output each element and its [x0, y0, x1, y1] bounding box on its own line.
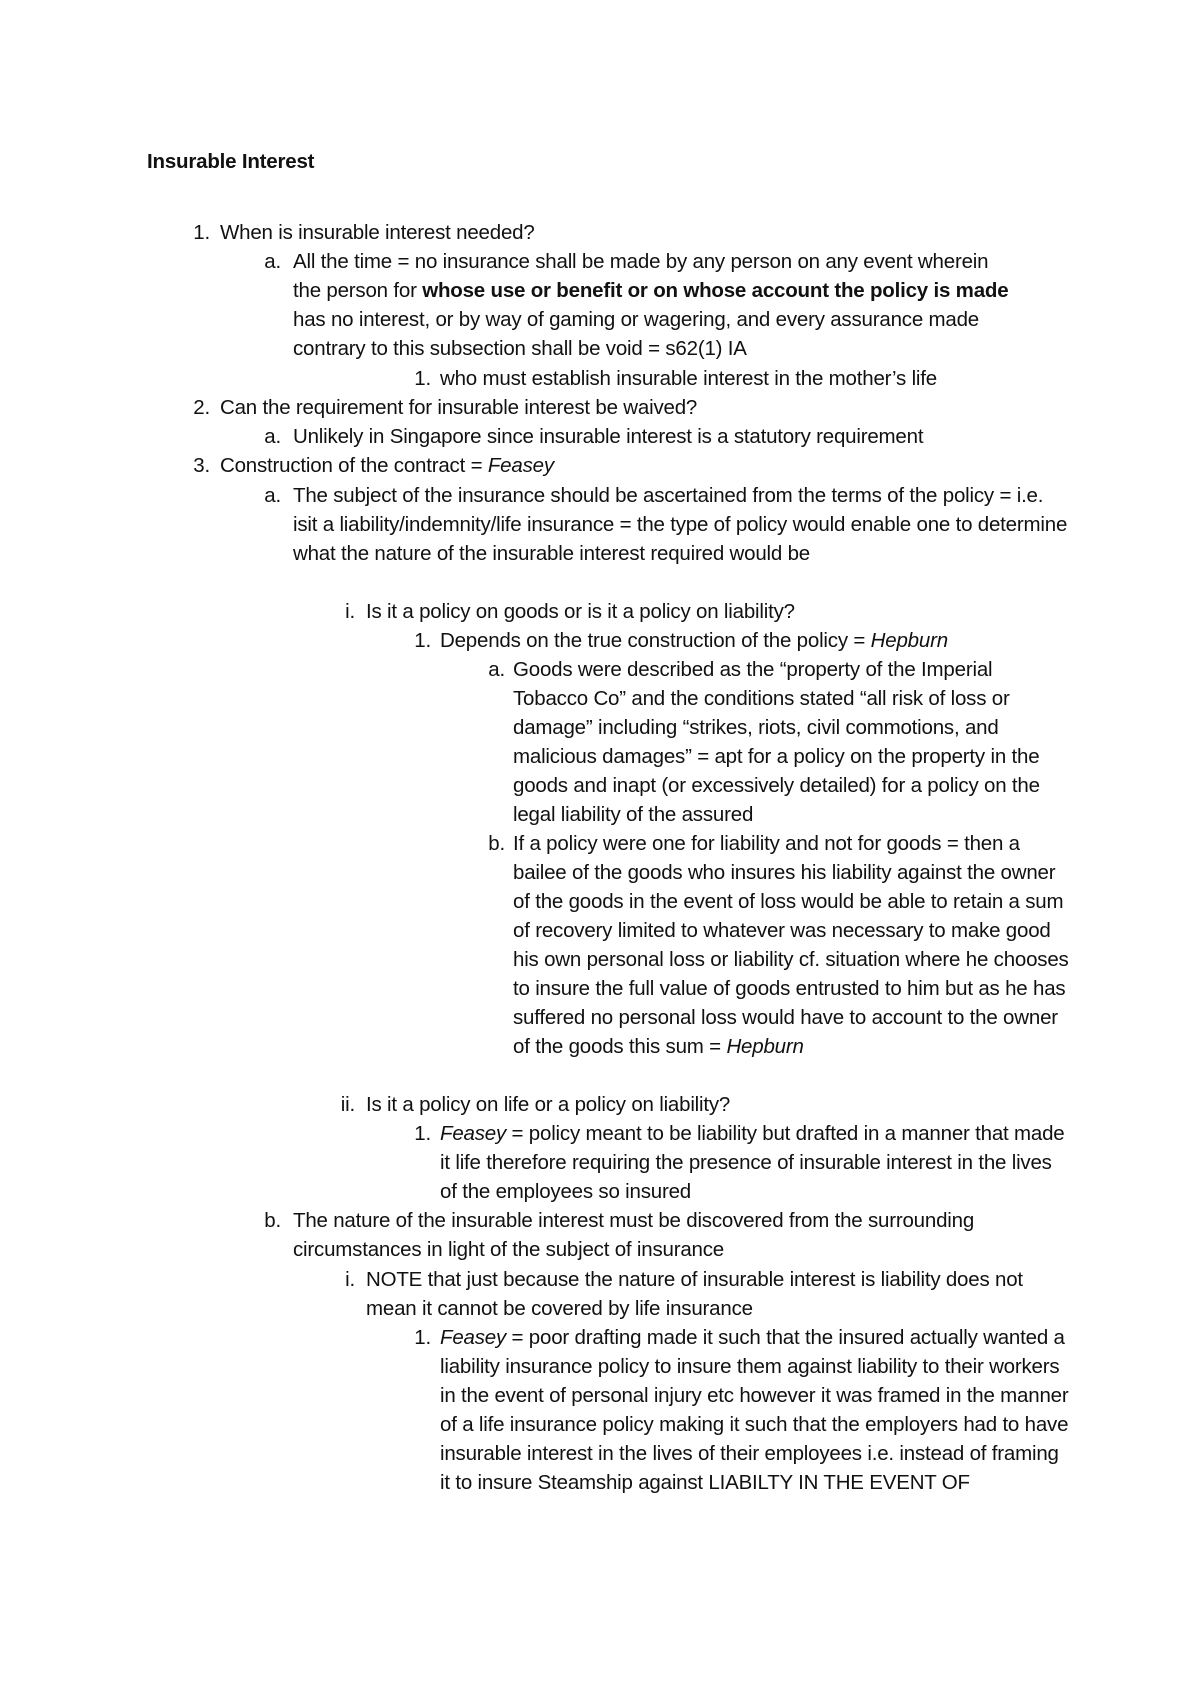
list-item-line: Goods were described as the “property of the Imperial	[513, 658, 993, 681]
list-marker: i.	[345, 600, 355, 623]
list-item-line: of the goods this sum = Hepburn	[513, 1035, 804, 1058]
list-marker: 1.	[414, 367, 431, 390]
list-item-line: contrary to this subsection shall be void = s62(1) IA	[293, 337, 747, 360]
list-item-line: of a life insurance policy making it such that the employers had to have	[440, 1413, 1069, 1436]
list-item-line: Is it a policy on life or a policy on liability?	[366, 1093, 731, 1116]
list-item-line: has no interest, or by way of gaming or wagering, and every assurance made	[293, 308, 979, 331]
list-marker: 1.	[414, 629, 431, 652]
list-item-line: of the goods in the event of loss would be able to retain a sum	[513, 890, 1064, 913]
case-name: Feasey	[440, 1122, 507, 1145]
list-item-line: to insure the full value of goods entrusted to him but as he has	[513, 977, 1066, 1000]
list-item-line: bailee of the goods who insures his liability against the owner	[513, 861, 1056, 884]
list-marker: 3.	[193, 454, 210, 477]
list-item-line: liability insurance policy to insure them against liability to their workers	[440, 1355, 1060, 1378]
list-item-line: legal liability of the assured	[513, 803, 754, 826]
list-item-line: Can the requirement for insurable interest be waived?	[220, 396, 698, 419]
list-item-line: All the time = no insurance shall be made by any person on any event wherein	[293, 250, 989, 273]
list-item-line: If a policy were one for liability and not for goods = then a	[513, 832, 1020, 855]
case-name: Feasey	[487, 454, 554, 477]
case-name: Hepburn	[870, 629, 948, 652]
list-item-line: damage” including “strikes, riots, civil commotions, and	[513, 716, 999, 739]
list-item-line: The subject of the insurance should be ascertained from the terms of the policy = i.e.	[293, 484, 1044, 507]
list-marker: a.	[264, 425, 281, 448]
list-item-line: it life therefore requiring the presence of insurable interest in the lives	[440, 1151, 1052, 1174]
list-item-line: Tobacco Co” and the conditions stated “all risk of loss or	[513, 687, 1010, 710]
list-item-line: Construction of the contract = Feasey	[220, 454, 554, 477]
list-item-line: When is insurable interest needed?	[220, 221, 535, 244]
list-item-line: in the event of personal injury etc however it was framed in the manner	[440, 1384, 1069, 1407]
page-title: Insurable Interest	[147, 150, 315, 173]
list-marker: b.	[264, 1209, 281, 1232]
list-marker: 1.	[414, 1326, 431, 1349]
list-item-line: Feasey = policy meant to be liability but drafted in a manner that made	[440, 1122, 1065, 1145]
list-item-line: Is it a policy on goods or is it a policy on liability?	[366, 600, 795, 623]
list-item-line: Feasey = poor drafting made it such that the insured actually wanted a	[440, 1326, 1065, 1349]
list-marker: 1.	[193, 221, 210, 244]
list-item-line: circumstances in light of the subject of insurance	[293, 1238, 724, 1261]
list-item-line: Depends on the true construction of the policy = Hepburn	[440, 629, 948, 652]
list-item-line: it to insure Steamship against LIABILTY IN THE EVENT OF	[440, 1471, 970, 1494]
list-item-line: NOTE that just because the nature of insurable interest is liability does not	[366, 1268, 1023, 1291]
list-item-line: malicious damages” = apt for a policy on the property in the	[513, 745, 1040, 768]
list-item-line: goods and inapt (or excessively detailed) for a policy on the	[513, 774, 1040, 797]
list-marker: 1.	[414, 1122, 431, 1145]
list-marker: i.	[345, 1268, 355, 1291]
list-marker: a.	[488, 658, 505, 681]
case-name: Feasey	[440, 1326, 507, 1349]
list-item-line: who must establish insurable interest in the mother’s life	[440, 367, 937, 390]
case-name: Hepburn	[726, 1035, 804, 1058]
list-item-line: mean it cannot be covered by life insurance	[366, 1297, 753, 1320]
list-item-line: isit a liability/indemnity/life insurance = the type of policy would enable one to determine	[293, 513, 1068, 536]
list-item-line: the person for whose use or benefit or on whose account the policy is made	[293, 279, 1009, 302]
list-item-line: suffered no personal loss would have to account to the owner	[513, 1006, 1058, 1029]
list-marker: a.	[264, 484, 281, 507]
list-item-line: The nature of the insurable interest must be discovered from the surrounding	[293, 1209, 975, 1232]
list-item-line: of recovery limited to whatever was necessary to make good	[513, 919, 1051, 942]
list-item-line: of the employees so insured	[440, 1180, 692, 1203]
list-marker: b.	[488, 832, 505, 855]
list-item-line: what the nature of the insurable interest required would be	[293, 542, 810, 565]
list-item-line: his own personal loss or liability cf. situation where he chooses	[513, 948, 1069, 971]
list-marker: 2.	[193, 396, 210, 419]
list-marker: ii.	[340, 1093, 355, 1116]
list-item-line: Unlikely in Singapore since insurable interest is a statutory requirement	[293, 425, 924, 448]
list-item-line: insurable interest in the lives of their employees i.e. instead of framing	[440, 1442, 1059, 1465]
list-marker: a.	[264, 250, 281, 273]
